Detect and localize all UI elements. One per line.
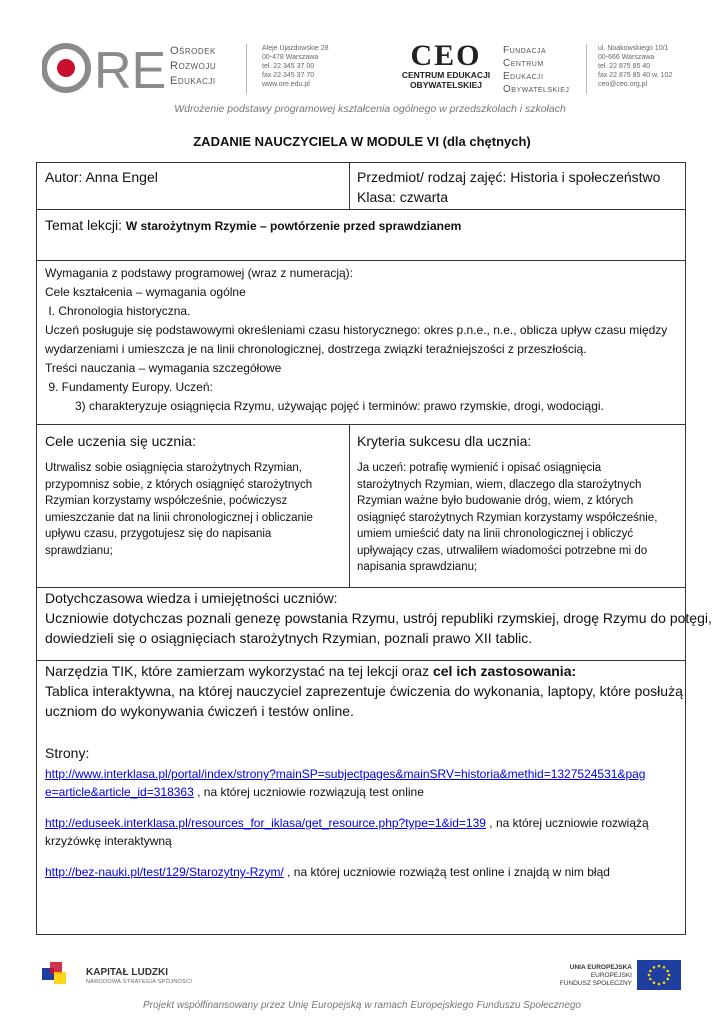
link-interklasa-cont[interactable]: e=article&article_id=318363 [45,785,194,799]
document-title: ZADANIE NAUCZYCIELA W MODULE VI (dla chętnych) [193,134,531,149]
fundation-name: Fundacja Centrum Edukacji Obywatelskiej [503,45,570,95]
row-divider [37,424,685,425]
page-header [0,0,724,125]
criteria-text: Ja uczeń: potrafię wymienić i opisać osiągnięcia starożytnych Rzymian, wiem, dlaczego dla starożytnych Rzymian ważne było budowanie dróg, wiem, z których osiągnięć starożytnych Rzymian korzystamy współcześnie, umiem umieścić daty na linii chronologicznej i obliczyć upływający czas, utrwaliłem wiadomości potrzebne mi do napisania sprawdzianu; [357,462,658,573]
lesson-topic: Temat lekcji: W starożytnym Rzymie – powtórzenie przed sprawdzianem [45,217,462,233]
eu-label: UNIA EUROPEJSKA EUROPEJSKI FUNDUSZ SPOŁECZNY [559,964,632,987]
kapital-ludzki-title: KAPITAŁ LUDZKI [86,967,169,978]
subject: Przedmiot/ rodzaj zajęć: Historia i społeczeństwo [357,169,661,185]
ceo-logo: CEO CENTRUM EDUKACJI OBYWATELSKIEJ [401,39,491,90]
kapital-ludzki-subtitle: NARODOWA STRATEGIA SPÓJNOŚCI [86,979,193,985]
footer-note: Projekt współfinansowany przez Unię Europejską w ramach Europejskiego Funduszu Społecznego [142,1000,581,1011]
svg-text:RE: RE [94,42,167,94]
link2-block: http://eduseek.interklasa.pl/resources_for_iklasa/get_resource.php?type=1&id=139 , na której uczniowie rozwiążą krzyżówkę interaktywną [45,816,649,848]
eu-flag-icon [637,960,681,990]
pages-label: Strony: [45,745,90,761]
col-divider [349,163,350,209]
goals-text: Utrwalisz sobie osiągnięcia starożytnych Rzymian, przypomnisz sobie, z których osiągnięć starożytnych Rzymian korzystamy współcześnie, poćwiczysz umieszczanie dat na linii chronologicznej i obliczanie upływu czasu, przygotujesz się do napisania sprawdzianu; [45,462,313,557]
divider [246,44,247,94]
row-divider [37,260,685,261]
criteria-heading: Kryteria sukcesu dla ucznia: [357,433,532,449]
tagline: Wdrożenie podstawy programowej kształcenia ogólnego w przedszkolach i szkołach [174,103,566,115]
link-bez-nauki[interactable]: http://bez-nauki.pl/test/129/Starozytny-Rzym/ [45,865,284,879]
link-interklasa[interactable]: http://www.interklasa.pl/portal/index/strony?mainSP=subjectpages&mainSRV=historia&methid=1327524531&pag [45,767,646,781]
requirements: Wymagania z podstawy programowej (wraz z numeracją): Cele kształcenia – wymagania ogólne I. Chronologia historyczna. Uczeń posługuje się podstawowymi określeniami czasu historycznego: okres p.n.e., n.e., oblicza upływ czasu między wydarzeniami i umieszcza je na linii chronologicznej, dostrzega związki teraźniejszości z przeszłością. Treści nauczania – wymagania szczegółowe 9. Fundamenty Europy. Uczeń: 3) charakteryzuje osiągnięcia Rzymu, używając pojęć i terminów: prawo rzymskie, drogi, wodociągi. [45,266,668,413]
link-eduseek[interactable]: http://eduseek.interklasa.pl/resources_for_iklasa/get_resource.php?type=1&id=139 [45,816,486,830]
ore-logo [42,42,172,94]
prior-knowledge: Dotychczasowa wiedza i umiejętności uczniów: Uczniowie dotychczas poznali genezę powstania Rzymu, ustrój republiki rzymskiej, drogę Rzymu do potęgi, dowiedzieli się o osiągnięciach starożytnych Rzymian, poznali prawo XII tablic. [45,590,712,646]
tik-tools: Narzędzia TIK, które zamierzam wykorzystać na tej lekcji oraz cel ich zastosowania: Tablica interaktywna, na której nauczyciel zaprezentuje ćwiczenia do wykonania, laptopy, które posłużą uczniom do wykonywania ćwiczeń i testów online. [45,663,683,719]
row-divider [37,209,685,210]
link3-block: http://bez-nauki.pl/test/129/Starozytny-Rzym/ , na której uczniowie rozwiążą test online i znajdą w nim błąd [45,865,610,879]
ore-name: Ośrodek Rozwoju Edukacji [170,45,217,87]
kapital-ludzki-logo [40,958,70,988]
class: Klasa: czwarta [357,189,449,205]
tik-heading: Narzędzia TIK, które zamierzam wykorzystać na tej lekcji oraz cel ich zastosowania: [45,663,577,679]
goals-heading: Cele uczenia się ucznia: [45,433,196,449]
col-divider [349,424,350,587]
divider [586,44,587,94]
ore-address: Aleje Ujazdowskie 28 00-478 Warszawa tel. 22 345 37 00 fax 22 345 37 70 www.ore.edu.pl [262,45,329,88]
link1-block: http://www.interklasa.pl/portal/index/strony?mainSP=subjectpages&mainSRV=historia&methid=1327524531&pag e=article&article_id=318363 , na której uczniowie rozwiązują test online [45,767,646,799]
lesson-table [36,162,712,935]
author: Autor: Anna Engel [45,169,158,185]
ceo-address: ul. Noakowskiego 10/1 00-666 Warszawa tel. 22 875 85 40 fax 22 875 85 40 w. 102 ceo@ceo.org.pl [598,45,673,88]
